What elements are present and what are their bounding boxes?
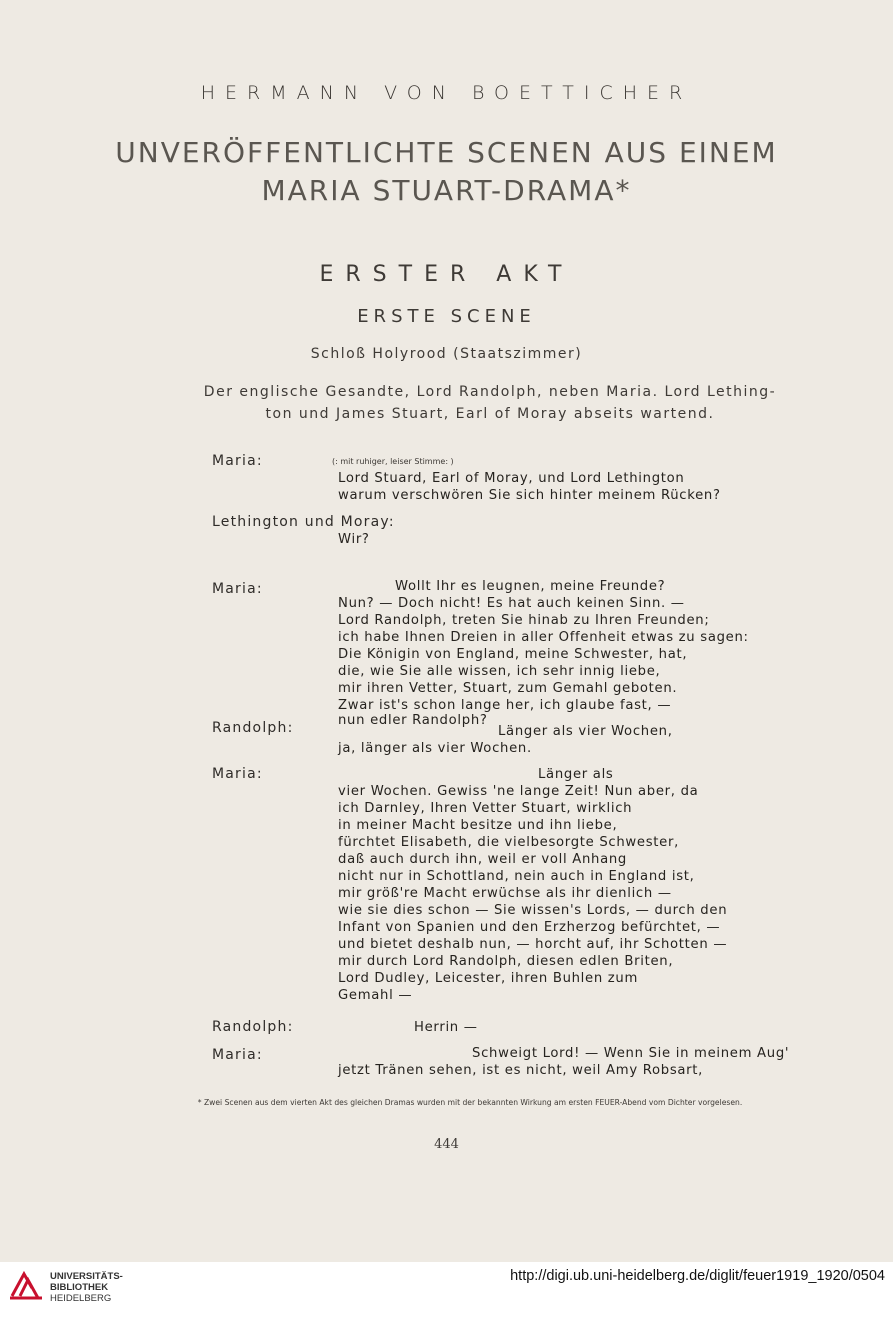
logo-line: UNIVERSITÄTS- xyxy=(50,1271,123,1282)
verse-line: jetzt Tränen sehen, ist es nicht, weil Amy Robsart, xyxy=(338,1063,704,1078)
verse-line: Lord Dudley, Leicester, ihren Buhlen zum xyxy=(338,971,639,986)
verse-line: Herrin — xyxy=(414,1020,478,1035)
verse-line: Nun? — Doch nicht! Es hat auch keinen Sinn. — xyxy=(338,596,685,611)
author-name: HERMANN VON BOETTICHER xyxy=(200,82,693,104)
stage-direction-line: Der englische Gesandte, Lord Randolph, neben Maria. Lord Lething- xyxy=(203,384,777,400)
library-logo-text xyxy=(50,1271,123,1304)
title-line-2: MARIA STUART-DRAMA* xyxy=(261,174,632,207)
verse-line: ja, länger als vier Wochen. xyxy=(338,741,532,756)
speaker-name: Maria: xyxy=(212,1047,263,1063)
speech-direction: (: mit ruhiger, leiser Stimme: ) xyxy=(332,457,454,466)
speaker-name: Lethington und Moray: xyxy=(212,514,395,530)
speaker-name: Maria: xyxy=(212,453,263,469)
verse-line: die, wie Sie alle wissen, ich sehr innig liebe, xyxy=(338,664,661,679)
verse-line: Wollt Ihr es leugnen, meine Freunde? xyxy=(395,579,666,594)
stage-direction-line: ton und James Stuart, Earl of Moray abseits wartend. xyxy=(265,406,715,422)
verse-line: in meiner Macht besitze und ihn liebe, xyxy=(338,818,618,833)
verse-line: Länger als xyxy=(538,767,614,782)
verse-line: mir größ're Macht erwüchse als ihr dienlich — xyxy=(338,886,672,901)
verse-line: und bietet deshalb nun, — horcht auf, ihr Schotten — xyxy=(338,937,728,952)
verse-line: Zwar ist's schon lange her, ich glaube fast, — xyxy=(338,698,672,713)
verse-line: Wir? xyxy=(338,532,370,547)
logo-line: HEIDELBERG xyxy=(50,1293,112,1304)
verse-line: ich Darnley, Ihren Vetter Stuart, wirklich xyxy=(338,801,633,816)
footnote: * Zwei Scenen aus dem vierten Akt des gleichen Dramas wurden mit der bekannten Wirkung am ersten FEUER-Abend vom Dichter vorgelesen. xyxy=(197,1098,743,1107)
verse-line: wie sie dies schon — Sie wissen's Lords, — durch den xyxy=(338,903,728,918)
verse-line: ich habe Ihnen Dreien in aller Offenheit etwas zu sagen: xyxy=(338,630,749,645)
verse-line: mir ihren Vetter, Stuart, zum Gemahl geboten. xyxy=(338,681,678,696)
verse-line: vier Wochen. Gewiss 'ne lange Zeit! Nun aber, da xyxy=(338,784,699,799)
verse-line: Lord Stuard, Earl of Moray, und Lord Lethington xyxy=(338,471,685,486)
verse-line: Schweigt Lord! — Wenn Sie in meinem Aug' xyxy=(472,1046,790,1061)
verse-line: Infant von Spanien und den Erzherzog befürchtet, — xyxy=(338,920,721,935)
verse-line: mir durch Lord Randolph, diesen edlen Briten, xyxy=(338,954,674,969)
verse-line: Die Königin von England, meine Schwester, hat, xyxy=(338,647,688,662)
act-heading: ERSTER AKT xyxy=(319,262,574,287)
speaker-name: Randolph: xyxy=(212,1019,294,1035)
verse-line: nicht nur in Schottland, nein auch in England ist, xyxy=(338,869,695,884)
library-logo-icon xyxy=(8,1266,44,1302)
verse-line: nun edler Randolph? xyxy=(338,713,488,728)
verse-line: fürchtet Elisabeth, die vielbesorgte Schwester, xyxy=(338,835,679,850)
speaker-name: Maria: xyxy=(212,766,263,782)
speaker-name: Maria: xyxy=(212,581,263,597)
verse-line: Länger als vier Wochen, xyxy=(498,724,673,739)
logo-line: BIBLIOTHEK xyxy=(50,1282,109,1293)
verse-line: Lord Randolph, treten Sie hinab zu Ihren Freunden; xyxy=(338,613,710,628)
page-number: 444 xyxy=(434,1137,459,1152)
scene-setting: Schloß Holyrood (Staatszimmer) xyxy=(310,346,583,362)
verse-line: daß auch durch ihn, weil er voll Anhang xyxy=(338,852,628,867)
speaker-name: Randolph: xyxy=(212,720,294,736)
title-line-1: UNVERÖFFENTLICHTE SCENEN AUS EINEM xyxy=(115,136,778,169)
verse-line: warum verschwören Sie sich hinter meinem Rücken? xyxy=(338,488,721,503)
permalink-url[interactable]: http://digi.ub.uni-heidelberg.de/diglit/feuer1919_1920/0504 xyxy=(510,1268,885,1284)
scene-heading: ERSTE SCENE xyxy=(357,306,536,327)
verse-line: Gemahl — xyxy=(338,988,413,1003)
